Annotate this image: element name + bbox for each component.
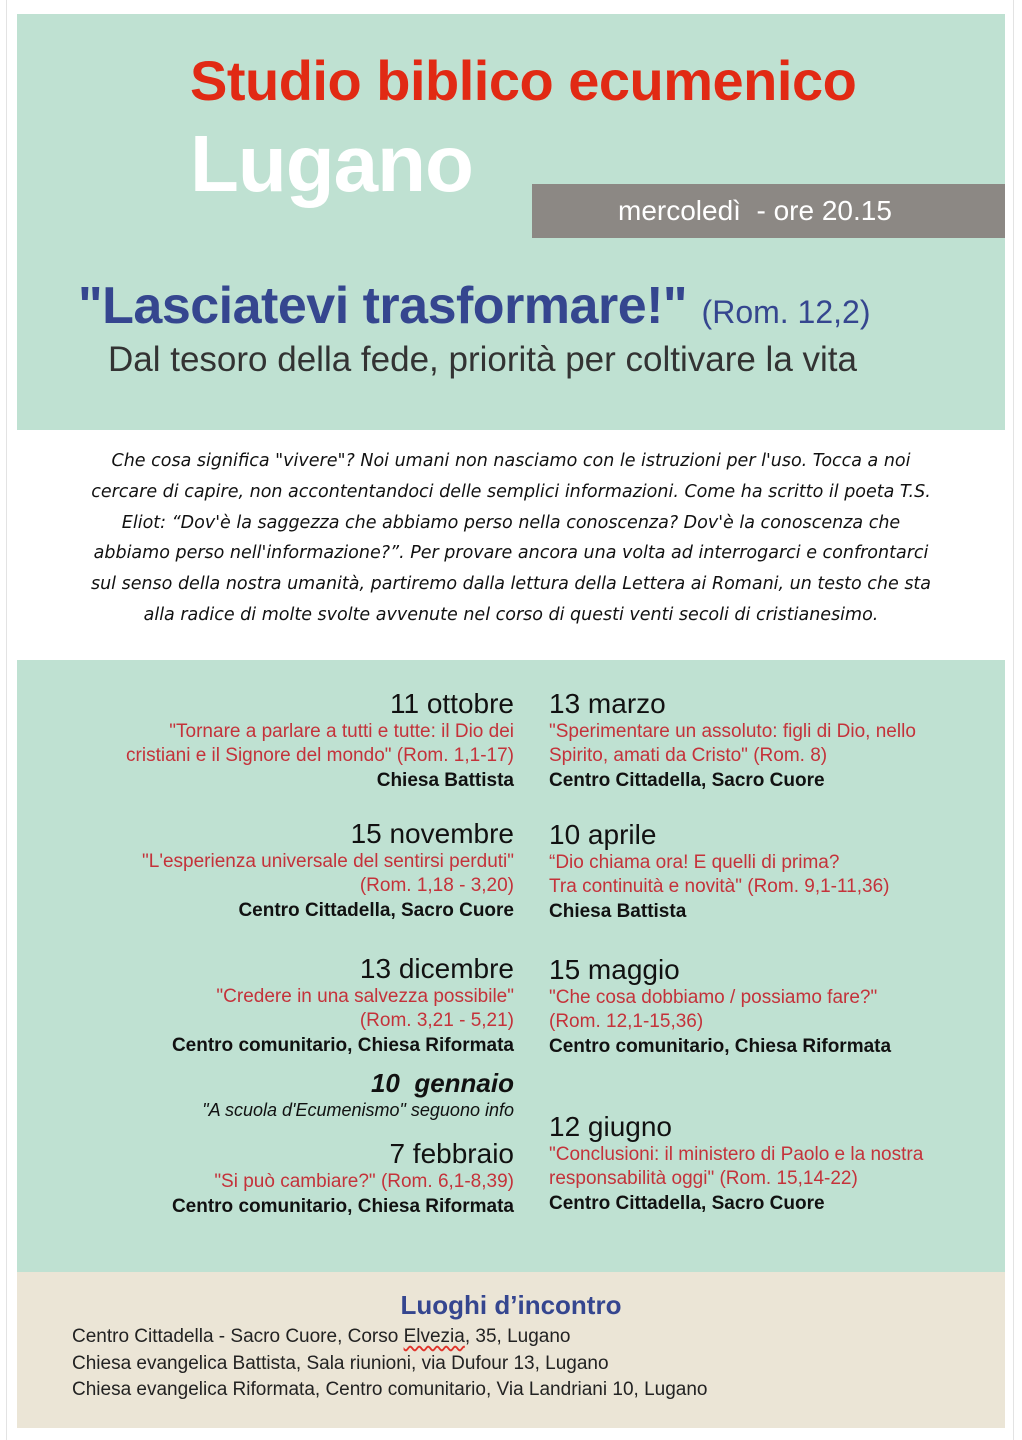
event-december (34, 953, 514, 1059)
event-title: "Conclusioni: il ministero di Paolo e la nostra responsabilità oggi" (Rom. 15,14-22) (549, 1144, 924, 1189)
event-title: "Che cosa dobbiamo / possiamo fare?" (Rom. 12,1-15,36) (549, 987, 878, 1032)
event-november (34, 818, 514, 924)
event-april (549, 819, 1019, 925)
subtitle: Dal tesoro della fede, priorità per coltivare la vita (108, 340, 857, 379)
event-may (549, 954, 1019, 1060)
motto (78, 276, 870, 336)
intro-line: alla radice di molte svolte avvenute nel corso di questi venti secoli di cristianesimo. (143, 604, 879, 625)
motto-text: "Lasciatevi trasformare!" (78, 277, 688, 335)
city-name: Lugano (190, 119, 473, 208)
event-title: "Tornare a parlare a tutti e tutte: il Dio dei cristiani e il Signore del mondo" (Rom. 1,1-17) (126, 721, 514, 766)
event-place: Chiesa Battista (549, 901, 687, 922)
meeting-place-item (72, 1324, 707, 1351)
event-june (549, 1111, 1019, 1217)
event-place: Centro Cittadella, Sacro Cuore (549, 1193, 825, 1214)
event-title: "L'esperienza universale del sentirsi perduti" (Rom. 1,18 - 3,20) (142, 851, 514, 896)
schedule-panel (17, 660, 1005, 1272)
meeting-place-item: Chiesa evangelica Riformata, Centro comunitario, Via Landriani 10, Lugano (72, 1379, 708, 1400)
intro-line: Che cosa significa "vivere"? Noi umani non nasciamo con le istruzioni per l'uso. Tocca a noi (111, 451, 911, 471)
intro-line: abbiamo perso nell'informazione?”. Per provare ancora una volta ad interrogarci e confrontarci (93, 543, 929, 564)
event-place: Centro Cittadella, Sacro Cuore (549, 770, 825, 791)
meeting-places-panel (17, 1272, 1005, 1428)
meeting-place-item: Chiesa evangelica Battista, Sala riunioni, via Dufour 13, Lugano (72, 1352, 609, 1374)
event-title: "Sperimentare un assoluto: figli di Dio, nello Spirito, amati da Cristo" (Rom. 8) (549, 721, 916, 766)
event-place: Centro comunitario, Chiesa Riformata (549, 1036, 892, 1057)
intro-line: Eliot: “Dov'è la saggezza che abbiamo perso nella conoscenza? Dov'è la conoscenza che (121, 512, 901, 533)
motto-reference: (Rom. 12,2) (701, 294, 871, 330)
event-place: Chiesa Battista (376, 770, 514, 791)
intro-line: sul senso della nostra umanità, partiremo dalla lettura della Lettera ai Romani, un testo che sta (90, 574, 932, 595)
meeting-places-title: Luoghi d’incontro (400, 1290, 622, 1320)
event-date: 12 giugno (549, 1111, 673, 1142)
poster-title: Studio biblico ecumenico (190, 49, 857, 112)
event-date: 11 ottobre (389, 688, 514, 719)
event-note: "A scuola d'Ecumenismo" seguono info (202, 1100, 514, 1120)
spellcheck-flagged-word: Elvezia (403, 1326, 465, 1347)
event-place: Centro comunitario, Chiesa Riformata (171, 1196, 514, 1217)
event-date: 13 dicembre (359, 953, 514, 984)
event-date: 13 marzo (549, 688, 666, 719)
event-date: 10 aprile (549, 819, 657, 850)
intro-line: cercare di capire, non accontentandoci delle semplici informazioni. Come ha scritto il poeta T.S. (91, 481, 931, 502)
event-date: 15 novembre (350, 818, 514, 849)
event-title: “Dio chiama ora! E quelli di prima? Tra continuità e novità" (Rom. 9,1-11,36) (549, 852, 890, 897)
event-title: "Si può cambiare?" (Rom. 6,1-8,39) (214, 1171, 514, 1192)
intro-paragraph (40, 446, 982, 631)
event-march (549, 688, 1019, 794)
place-text: , 35, Lugano (464, 1326, 571, 1347)
event-date: 10 gennaio (370, 1068, 514, 1098)
event-title: "Credere in una salvezza possibile" (Rom. 3,21 - 5,21) (216, 986, 514, 1031)
event-place: Centro Cittadella, Sacro Cuore (238, 900, 514, 921)
event-place: Centro comunitario, Chiesa Riformata (171, 1035, 514, 1056)
event-february (34, 1138, 514, 1220)
event-october (34, 688, 514, 794)
place-text: Centro Cittadella - Sacro Cuore, Corso (72, 1326, 404, 1347)
event-january (34, 1068, 514, 1122)
time-banner: mercoledì - ore 20.15 (532, 184, 1005, 238)
event-date: 15 maggio (549, 954, 680, 985)
event-date: 7 febbraio (389, 1138, 514, 1169)
meeting-places-list (72, 1324, 707, 1404)
